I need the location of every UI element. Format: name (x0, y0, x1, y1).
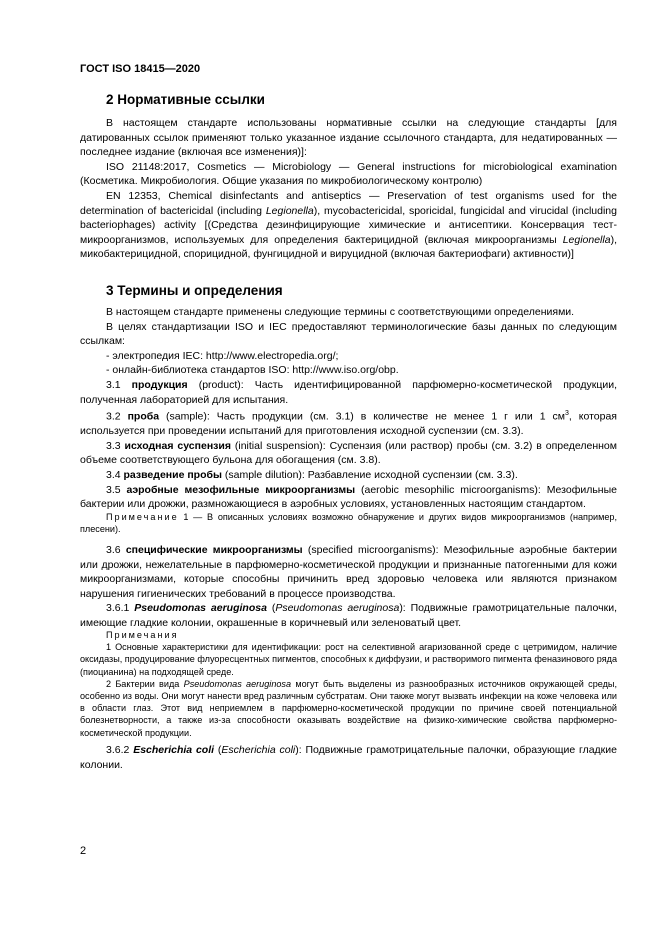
section-3-title: 3 Термины и определения (106, 283, 283, 298)
section-2-title: 2 Нормативные ссылки (106, 92, 265, 107)
note-2: 2 Бактерии вида Pseudomonas aeruginosa могут быть выделены из разнообразных источников окружающей среды, особенно из воды. Они могут нанести вред различным субстратам. Они также могут вызвать инфекции на коже человека или в области глаз. Этот вид неприемлем в парфюмерно-косметической продукции по причине своей потенциальной болезнетворности, а также из-за способности оказывать воздействие на физико-химические свойства парфюмерно-косметической продукции. (80, 678, 617, 738)
link-electropedia: - электропедия IEC: http://www.electropedia.org/; (106, 349, 339, 362)
section-3-intro: В настоящем стандарте применены следующие термины с соответствующими определениями. (106, 306, 575, 318)
page-number: 2 (80, 845, 87, 857)
term-3-5: 3.5 аэробные мезофильные микроорганизмы (aerobic mesophilic microorganisms): Мезофильные бактерии или дрожжи, размножающиеся в аэробных условиях, установленных настоящим стандартом. (80, 483, 617, 511)
normative-ref-iso-21148: ISO 21148:2017, Cosmetics — Microbiology — General instructions for microbiological examination (Косметика. Микробиология. Общие указания по микробиологическому контролю) (80, 160, 617, 188)
section-2-intro: В настоящем стандарте использованы нормативные ссылки на следующие стандарты [для датированных ссылок применяют только указанное издание ссылочного стандарта, для недатированных — последнее издание (включая все изменения)]: (80, 117, 617, 159)
link-iso-obp: - онлайн-библиотека стандартов ISO: http://www.iso.org/obp. (106, 364, 399, 377)
term-3-6-2-block (80, 743, 617, 772)
note-label: Примечание (106, 512, 179, 522)
term-3-6-block (80, 543, 617, 631)
term-3-2: 3.2 проба (sample): Часть продукции (см. 3.1) в количестве не менее 1 г или 1 $см^3$, которая используется при проведении испытаний для приготовления исходной суспензии (см. 3.3). (80, 410, 617, 438)
term-3-6: 3.6 специфические микроорганизмы (specified microorganisms): Мезофильные аэробные бактерии или дрожжи, нежелательные в парфюмерно-косметической продукции и признанные патогенными для кожи микроорганизмами, которые способны причинить вред здоровью человека или являются признаком нарушения гигиенических требований в процессе производства. (80, 544, 618, 600)
term-3-4: 3.4 разведение пробы (sample dilution): Разбавление исходной суспензии (см. 3.3). (106, 469, 518, 482)
note-3-5: Примечание 1 — В описанных условиях возможно обнаружение и других видов микроорганизмов (например, плесени). (80, 512, 617, 535)
term-3-6-1: 3.6.1 Pseudomonas aeruginosa (Pseudomonas aeruginosa): Подвижные грамотрицательные палочки, имеющие гладкие колонии, окрашенные в коричневый или зеленоватый цвет. (80, 602, 617, 629)
normative-ref-en-12353: EN 12353, Chemical disinfectants and antiseptics — Preservation of test organisms used for the determination of bactericidal (including Legionella), mycobactericidal, sporicidal, fungicidal and virucidal (including bacteriophages) activity [(Средства дезинфицирующие химические и антисептики. Консервация тест-микроорганизмов, используемых для определения бактерицидной (включая микроорганизмы Legionella), микобактерицидной, спорицидной, фунгицидной и вируцидной (включая бактериофаги) активности)] (80, 189, 617, 261)
section-3-databases: В целях стандартизации ISO и IEC предоставляют терминологические базы данных по следующим ссылкам: (80, 320, 617, 348)
notes-label: Примечания (106, 630, 179, 640)
section-3-body (80, 305, 617, 512)
term-3-6-2: 3.6.2 Escherichia coli (Escherichia coli): Подвижные грамотрицательные палочки, образующие гладкие колонии. (80, 744, 617, 771)
standard-header: ГОСТ ISO 18415—2020 (80, 63, 201, 75)
term-3-3: 3.3 исходная суспензия (initial suspension): Суспензия (или раствор) пробы (см. 3.2) в определенном объеме соответствующего бульона для обогащения (см. 3.8). (80, 439, 617, 467)
term-3-1: 3.1 продукция (product): Часть идентифицированной парфюмерно-косметической продукции, полученная лабораторией для испытания. (80, 378, 617, 406)
note-1: 1 Основные характеристики для идентификации: рост на селективной агаризованной среде с цетримидом, наличие оксидазы, продуцирование флуоресцентных пигментов, способных к диффузии, и растворимого пигмента феназинового ряда (пиоцианина) на подходящей среде. (80, 642, 617, 677)
section-2-body (80, 116, 617, 262)
notes-3-6-1 (80, 629, 617, 739)
